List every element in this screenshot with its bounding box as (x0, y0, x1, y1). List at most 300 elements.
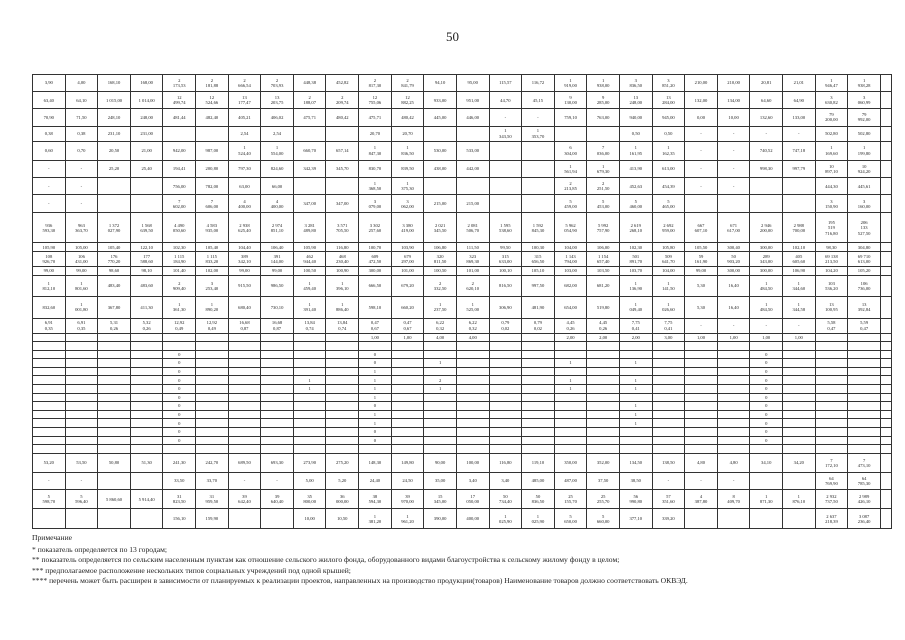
table-cell: - (717, 141, 750, 160)
table-cell (33, 359, 66, 368)
table-cell: 1 361,30 (163, 297, 196, 318)
table-cell: 5 660,00 (587, 509, 620, 529)
table-cell: 660,20 (391, 297, 424, 318)
table-cell: 176 770,20 (98, 252, 131, 267)
table-cell (652, 410, 685, 419)
table-cell: 730,10 (261, 297, 294, 318)
table-row (33, 367, 892, 376)
note-line-4: **** перечень может быть расширен в зависимости от планируемых к реализации проектов, направленных на производство продукции(товаров) Наименование товаров должно соответствовать ОКВЭД. (32, 576, 688, 586)
table-cell (261, 445, 294, 454)
table-cell (326, 376, 359, 385)
table-cell: 5 460,00 (619, 195, 652, 213)
table-cell (848, 359, 881, 368)
table-cell (815, 419, 848, 428)
table-cell: 1 871,30 (750, 490, 783, 509)
table-cell: 824,60 (261, 160, 294, 177)
table-cell (391, 445, 424, 454)
table-cell: 64,90 (783, 92, 816, 109)
table-cell: 2 637 218,39 (815, 509, 848, 529)
table-cell (522, 385, 555, 394)
table-cell: 797,30 (228, 160, 261, 177)
table-cell (326, 178, 359, 195)
table-cell: 1 025,90 (522, 509, 555, 529)
table-cell (848, 342, 881, 351)
table-row (33, 350, 892, 359)
table-cell (489, 342, 522, 351)
table-cell (522, 350, 555, 359)
table-cell: 3 281 489,80 (293, 213, 326, 243)
table-cell: 12 755,06 (359, 92, 392, 109)
table-cell (587, 419, 620, 428)
table-cell: - (65, 160, 98, 177)
table-stub-cell (881, 376, 892, 385)
table-cell (293, 342, 326, 351)
table-cell: 0 (163, 359, 196, 368)
table-cell: 12 499,74 (163, 92, 196, 109)
table-cell: 1 375,30 (391, 178, 424, 195)
table-cell: 1 169,60 (815, 141, 848, 160)
table-cell: 98,60 (98, 267, 131, 276)
table-cell: - (750, 318, 783, 333)
table-cell: 483,60 (130, 275, 163, 296)
table-cell: 39 642,40 (228, 490, 261, 509)
table-cell (717, 402, 750, 411)
table-cell: 34,20 (783, 453, 816, 472)
table-cell: 0 (750, 359, 783, 368)
table-stub-cell (881, 126, 892, 141)
table-cell: 13 248,00 (619, 92, 652, 109)
table-cell (554, 126, 587, 141)
table-cell: 70,90 (33, 109, 66, 126)
table-cell: 352,00 (587, 453, 620, 472)
table-cell: 475,71 (293, 109, 326, 126)
table-cell: 0 (163, 350, 196, 359)
table-cell: 4 400,00 (228, 195, 261, 213)
table-cell (685, 402, 718, 411)
table-cell (815, 445, 848, 454)
table-stub-cell (881, 75, 892, 92)
table-cell: 6,22 0,32 (424, 318, 457, 333)
table-cell: 0 (359, 402, 392, 411)
table-cell: 1 (554, 359, 587, 368)
notes-heading: Примечание (32, 533, 73, 542)
table-cell (815, 342, 848, 351)
table-cell: 3 302 257,60 (359, 213, 392, 243)
table-cell (326, 385, 359, 394)
table-cell: - (228, 472, 261, 489)
table-cell: 533,00 (456, 141, 489, 160)
table-cell: 21,00 (130, 141, 163, 160)
table-cell: 444,30 (815, 178, 848, 195)
table-cell (685, 436, 718, 445)
table-cell (750, 195, 783, 213)
table-cell (717, 367, 750, 376)
table-cell (456, 126, 489, 141)
table-cell (391, 367, 424, 376)
table-cell: 4,45 0,26 (587, 318, 620, 333)
table-cell (815, 402, 848, 411)
table-cell (522, 333, 555, 342)
table-stub-cell (881, 359, 892, 368)
table-cell: 1 (424, 359, 457, 368)
table-cell (685, 385, 718, 394)
table-cell (326, 393, 359, 402)
table-cell (522, 427, 555, 436)
table-cell: 0,50 (652, 126, 685, 141)
statistics-table-container (32, 74, 892, 529)
table-cell: 99,50 (489, 243, 522, 252)
table-cell (228, 436, 261, 445)
table-cell: 106,80 (424, 243, 457, 252)
table-cell: 10 924,20 (848, 160, 881, 177)
table-cell: 1 847,30 (359, 141, 392, 160)
table-stub-cell (881, 195, 892, 213)
table-stub-cell (881, 385, 892, 394)
table-cell: 0,50 (619, 126, 652, 141)
table-cell (391, 385, 424, 394)
table-cell (652, 393, 685, 402)
table-cell: 452,82 (326, 75, 359, 92)
table-cell: 1,00 (685, 333, 718, 342)
table-cell (456, 385, 489, 394)
table-cell (783, 419, 816, 428)
table-cell: 64 785,30 (848, 472, 881, 489)
table-cell (424, 393, 457, 402)
table-cell: 16,40 (717, 297, 750, 318)
table-cell: 50 836,50 (522, 490, 555, 509)
table-cell (98, 436, 131, 445)
table-cell (65, 436, 98, 445)
table-cell: 275,20 (326, 453, 359, 472)
table-cell: 1 459,40 (293, 275, 326, 296)
table-cell (554, 350, 587, 359)
table-cell: 1 344,58 (783, 297, 816, 318)
table-cell: 13 203,75 (261, 92, 294, 109)
table-cell: 998,30 (750, 160, 783, 177)
table-cell: 2 332,50 (424, 275, 457, 296)
table-cell: 347,00 (326, 195, 359, 213)
table-cell (587, 376, 620, 385)
table-cell: 1 (359, 419, 392, 428)
table-cell: 5 596,40 (65, 490, 98, 509)
table-cell (619, 445, 652, 454)
table-cell (815, 393, 848, 402)
table-cell: 16,68 0,87 (261, 318, 294, 333)
table-cell: 2 946 200,00 (750, 213, 783, 243)
table-cell: 438,00 (424, 160, 457, 177)
table-cell: 0,38 (33, 126, 66, 141)
table-cell: 20,70 (359, 126, 392, 141)
table-cell: 2 021 345,50 (424, 213, 457, 243)
table-cell (489, 410, 522, 419)
table-cell (619, 427, 652, 436)
table-cell: 103,50 (587, 267, 620, 276)
table-cell (228, 509, 261, 529)
table-cell (424, 178, 457, 195)
table-stub-cell (881, 252, 892, 267)
table-cell: 13 284,00 (652, 92, 685, 109)
table-cell (293, 445, 326, 454)
table-cell (228, 393, 261, 402)
table-cell: 1 396,10 (326, 275, 359, 296)
table-cell: 1 (359, 393, 392, 402)
table-cell (456, 367, 489, 376)
table-cell: 3 851,20 (652, 75, 685, 92)
table-cell: 25 155,70 (554, 490, 587, 509)
table-row (33, 359, 892, 368)
table-cell (98, 333, 131, 342)
table-cell: 1 025,90 (489, 509, 522, 529)
table-cell (489, 385, 522, 394)
table-cell: 377,10 (619, 509, 652, 529)
table-cell (522, 436, 555, 445)
table-cell (65, 359, 98, 368)
table-cell (619, 393, 652, 402)
table-cell: 5 992 757,90 (587, 213, 620, 243)
table-cell: 3 253,40 (196, 275, 229, 296)
table-cell: 20,70 (391, 126, 424, 141)
table-cell (456, 419, 489, 428)
table-cell: 2,00 (554, 333, 587, 342)
table-cell: 248,10 (98, 109, 131, 126)
table-cell (293, 436, 326, 445)
table-cell: 3 630,82 (815, 92, 848, 109)
table-cell (685, 419, 718, 428)
table-cell: 0 (750, 376, 783, 385)
table-cell: 56 990,80 (619, 490, 652, 509)
table-cell (130, 359, 163, 368)
table-row (33, 333, 892, 342)
table-cell (65, 393, 98, 402)
table-cell (261, 436, 294, 445)
table-cell (293, 410, 326, 419)
table-cell: 5,20 (326, 472, 359, 489)
table-cell: 0 (750, 436, 783, 445)
table-cell (424, 436, 457, 445)
table-cell: 12,92 0,49 (196, 318, 229, 333)
table-cell: 13,84 0,74 (293, 318, 326, 333)
table-cell (391, 436, 424, 445)
table-cell: 1 (619, 385, 652, 394)
table-cell: 37,50 (587, 472, 620, 489)
table-cell: 13 177,47 (228, 92, 261, 109)
table-stub-cell (881, 350, 892, 359)
table-cell: 480,42 (326, 109, 359, 126)
table-cell (261, 419, 294, 428)
table-cell: 530,00 (424, 141, 457, 160)
table-cell (815, 350, 848, 359)
table-cell (489, 359, 522, 368)
table-cell: 1,00 (391, 333, 424, 342)
table-stub-cell (881, 275, 892, 296)
table-cell (489, 195, 522, 213)
table-cell: 71,50 (65, 109, 98, 126)
table-cell: 1 484,50 (750, 275, 783, 296)
table-cell: 1 (359, 385, 392, 394)
table-cell: 3,90 (33, 75, 66, 92)
table-cell (261, 427, 294, 436)
table-cell: 0 (163, 419, 196, 428)
table-cell: 2 974 851,10 (261, 213, 294, 243)
table-cell (685, 445, 718, 454)
table-cell (98, 410, 131, 419)
table-cell: 3,40 (456, 472, 489, 489)
table-cell: 390,00 (424, 509, 457, 529)
table-cell: 4 583 935,00 (196, 213, 229, 243)
table-cell (196, 427, 229, 436)
table-cell (456, 445, 489, 454)
table-cell (619, 350, 652, 359)
table-cell (652, 445, 685, 454)
table-row (33, 126, 892, 141)
table-cell (33, 419, 66, 428)
table-cell (783, 376, 816, 385)
table-row (33, 213, 892, 243)
table-cell: 756,00 (163, 178, 196, 195)
table-cell: 36 000,00 (326, 490, 359, 509)
table-cell: 5 650,00 (554, 509, 587, 529)
table-row (33, 267, 892, 276)
table-cell (130, 445, 163, 454)
table-cell (228, 427, 261, 436)
table-cell (130, 367, 163, 376)
table-cell (783, 359, 816, 368)
table-row (33, 509, 892, 529)
table-cell: 342,39 (293, 160, 326, 177)
table-cell: 6 304,00 (554, 141, 587, 160)
table-cell: 100,90 (326, 267, 359, 276)
table-cell: 7,75 0,41 (652, 318, 685, 333)
table-cell: 106,40 (261, 243, 294, 252)
table-cell: 1 161,95 (619, 141, 652, 160)
table-cell: 2 938 625,40 (228, 213, 261, 243)
table-cell (652, 402, 685, 411)
table-cell (33, 376, 66, 385)
table-cell: 5 465,00 (652, 195, 685, 213)
table-cell: 25,20 (98, 160, 131, 177)
table-cell: 194,41 (163, 160, 196, 177)
table-cell: 4 387,80 (685, 490, 718, 509)
table-cell: 195 519 716,80 (815, 213, 848, 243)
table-cell (750, 178, 783, 195)
table-cell (130, 419, 163, 428)
table-cell: 105,20 (848, 267, 881, 276)
table-cell: 963 363,70 (65, 213, 98, 243)
table-stub-cell (881, 410, 892, 419)
table-cell: 936 593,30 (33, 213, 66, 243)
table-cell: 159,90 (196, 509, 229, 529)
table-cell: 1 391,40 (293, 297, 326, 318)
table-cell (522, 393, 555, 402)
table-cell: 997,79 (783, 160, 816, 177)
table-cell (456, 376, 489, 385)
table-cell (293, 427, 326, 436)
table-cell: 1 (554, 385, 587, 394)
table-cell: 149,80 (391, 453, 424, 472)
table-cell: 2 181,88 (196, 75, 229, 92)
table-cell (815, 436, 848, 445)
table-cell: 445,00 (424, 109, 457, 126)
table-cell: 101,00 (391, 267, 424, 276)
table-cell: 3 571 705,50 (326, 213, 359, 243)
table-cell: 987,00 (196, 141, 229, 160)
table-cell: 475,71 (359, 109, 392, 126)
table-cell: 2 841,79 (391, 75, 424, 92)
table-cell (98, 472, 131, 489)
table-cell: 102,10 (783, 243, 816, 252)
table-cell: 320 811,50 (424, 252, 457, 267)
table-cell (130, 385, 163, 394)
table-cell: 7 172,10 (815, 453, 848, 472)
table-cell (652, 419, 685, 428)
table-cell (326, 410, 359, 419)
table-cell (130, 472, 163, 489)
table-cell: 104,20 (815, 267, 848, 276)
table-cell: 1 (619, 402, 652, 411)
table-cell: 106 736,00 (848, 275, 881, 296)
table-cell (717, 509, 750, 529)
table-cell: 1 136,90 (619, 275, 652, 296)
table-cell: 3,00 (652, 333, 685, 342)
table-cell (783, 367, 816, 376)
table-cell (489, 436, 522, 445)
table-cell (489, 419, 522, 428)
table-cell: 405,21 (228, 109, 261, 126)
table-stub-cell (881, 436, 892, 445)
table-stub-cell (881, 178, 892, 195)
table-cell: 1 679,30 (587, 160, 620, 177)
table-row (33, 453, 892, 472)
table-cell: 7 473,10 (848, 453, 881, 472)
table-cell: 0 (163, 376, 196, 385)
table-cell (554, 427, 587, 436)
table-cell (65, 385, 98, 394)
table-cell (391, 419, 424, 428)
table-stub-cell (881, 342, 892, 351)
statistics-table-body (33, 75, 892, 529)
table-cell (587, 126, 620, 141)
table-cell: 448,38 (293, 75, 326, 92)
table-cell (424, 350, 457, 359)
table-cell: 1 524,40 (228, 141, 261, 160)
table-cell (326, 445, 359, 454)
table-cell (424, 410, 457, 419)
table-cell: 10,00 (717, 109, 750, 126)
table-cell: 598,10 (359, 297, 392, 318)
table-cell: 231,10 (98, 126, 131, 141)
table-cell: 609 472,50 (359, 252, 392, 267)
table-cell: 33,70 (196, 472, 229, 489)
table-cell: 763,00 (587, 109, 620, 126)
table-cell: 400,00 (456, 509, 489, 529)
table-cell: 391 144,00 (261, 252, 294, 267)
table-cell: 98,10 (130, 267, 163, 276)
table-cell: 105,10 (522, 267, 555, 276)
table-stub-cell (881, 509, 892, 529)
table-cell: 4,80 (717, 453, 750, 472)
table-cell: 682,00 (554, 275, 587, 296)
table-row (33, 427, 892, 436)
table-cell: 1 154 657,40 (587, 252, 620, 267)
table-cell (391, 402, 424, 411)
table-cell (391, 393, 424, 402)
table-cell: 104,00 (554, 243, 587, 252)
table-cell: 300,00 (750, 267, 783, 276)
table-stub-cell (881, 297, 892, 318)
table-stub-cell (881, 419, 892, 428)
table-row (33, 178, 892, 195)
table-stub-cell (881, 109, 892, 126)
